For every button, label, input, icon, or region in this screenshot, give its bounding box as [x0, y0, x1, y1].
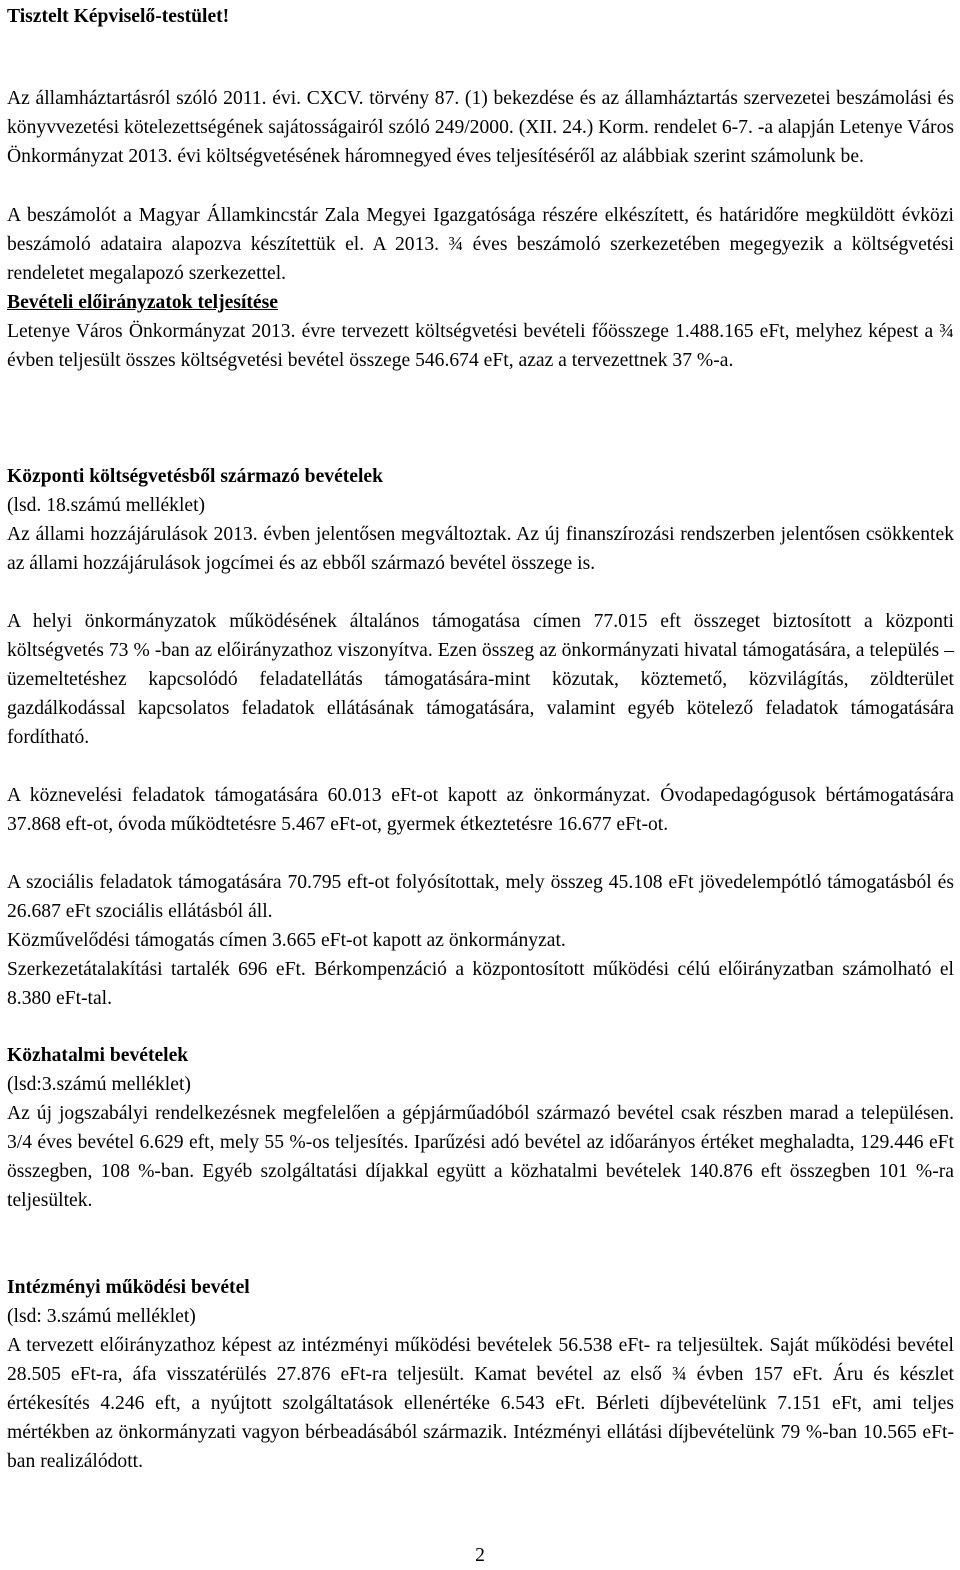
intro-paragraph-1: Az államháztartásról szóló 2011. évi. CXCV. törvény 87. (1) bekezdése és az államháztartás szervezetei beszámolási és könyvvezetési kötelezettségének sajátosságairól szóló 249/2000. (XII. 24.) Korm. rendelet 6-7. -a alapján Letenye Város Önkormányzat 2013. évi költségvetésének háromnegyed éves teljesítéséről az alábbiak szerint számolunk be. [7, 88, 954, 167]
public-authority-reference: (lsd:3.számú melléklet) [7, 1074, 191, 1095]
revenue-targets-paragraph: Letenye Város Önkormányzat 2013. évre tervezett költségvetési bevételi főösszege 1.488.165 eFt, melyhez képest a ¾ évben teljesült összes költségvetési bevétel összege 546.674 eFt, azaz a tervezettnek 37 %-a. [7, 321, 954, 371]
page-title: Tisztelt Képviselő-testület! [7, 6, 230, 27]
central-budget-paragraph-5: Közművelődési támogatás címen 3.665 eFt-ot kapott az önkormányzat. [7, 930, 566, 951]
central-budget-paragraph-2: A helyi önkormányzatok működésének általános támogatása címen 77.015 eft összeget biztosított a központi költségvetés 73 % -ban az előirányzathoz viszonyítva. Ezen összeg az önkormányzati hivatal támogatására, a település – üzemeltetéshez kapcsolódó feladatellátás támogatására-mint közutak, köztemető, közvilágítás, zöldterület gazdálkodással kapcsolatos feladatok ellátásának támogatására, valamint egyéb kötelező feladatok támogatására fordítható. [7, 611, 954, 748]
central-budget-reference: (lsd. 18.számú melléklet) [7, 495, 206, 516]
central-budget-paragraph-6: Szerkezetátalakítási tartalék 696 eFt. Bérkompenzáció a központosított működési célú előirányzatban számolható el 8.380 eFt-tal. [7, 959, 954, 1009]
section-heading-institutional-revenue: Intézményi működési bevétel [7, 1277, 250, 1298]
central-budget-paragraph-4: A szociális feladatok támogatására 70.795 eft-ot folyósítottak, mely összeg 45.108 eFt jövedelempótló támogatásból és 26.687 eFt szociális ellátásból áll. [7, 872, 954, 922]
institutional-reference: (lsd: 3.számú melléklet) [7, 1306, 196, 1327]
section-heading-central-budget: Központi költségvetésből származó bevételek [7, 466, 384, 487]
public-authority-paragraph: Az új jogszabályi rendelkezésnek megfelelően a gépjárműadóból származó bevétel csak részben marad a településen. 3/4 éves bevétel 6.629 eft, mely 55 %-os teljesítés. Iparűzési adó bevétel az időarányos értéket meghaladta, 129.446 eFt összegben, 108 %-ban. Egyéb szolgáltatási díjakkal együtt a közhatalmi bevételek 140.876 eft összegben 101 %-ra teljesültek. [7, 1103, 954, 1211]
intro-paragraph-2: A beszámolót a Magyar Államkincstár Zala Megyei Igazgatósága részére elkészített, és határidőre megküldött évközi beszámoló adataira alapozva készítettük el. A 2013. ¾ éves beszámoló szerkezetében megegyezik a költségvetési rendeletet megalapozó szerkezettel. [7, 205, 954, 284]
central-budget-paragraph-3: A köznevelési feladatok támogatására 60.013 eFt-ot kapott az önkormányzat. Óvodapedagógusok bértámogatására 37.868 eft-ot, óvoda működtetésre 5.467 eFt-ot, gyermek étkeztetésre 16.677 eFt-ot. [7, 785, 954, 835]
institutional-paragraph: A tervezett előirányzathoz képest az intézményi működési bevételek 56.538 eFt- ra teljesültek. Saját működési bevétel 28.505 eFt-ra, áfa visszatérülés 27.876 eFt-ra teljesült. Kamat bevétel az első ¾ évben 157 eFt. Áru és készlet értékesítés 4.246 eft, a nyújtott szolgáltatások ellenértéke 6.543 eFt. Bérleti díjbevételünk 7.151 eFt, ami teljes mértékben az önkormányzati vagyon bérbeadásából származik. Intézményi ellátási díjbevételünk 79 %-ban 10.565 eFt-ban realizálódott. [7, 1335, 954, 1472]
section-heading-revenue-targets: Bevételi előirányzatok teljesítése [7, 292, 278, 313]
section-heading-public-authority-revenue: Közhatalmi bevételek [7, 1045, 189, 1066]
central-budget-paragraph-1: Az állami hozzájárulások 2013. évben jelentősen megváltoztak. Az új finanszírozási rendszerben jelentősen csökkentek az állami hozzájárulások jogcímei és az ebből származó bevétel összege is. [7, 524, 954, 574]
page-number: 2 [475, 1545, 485, 1566]
